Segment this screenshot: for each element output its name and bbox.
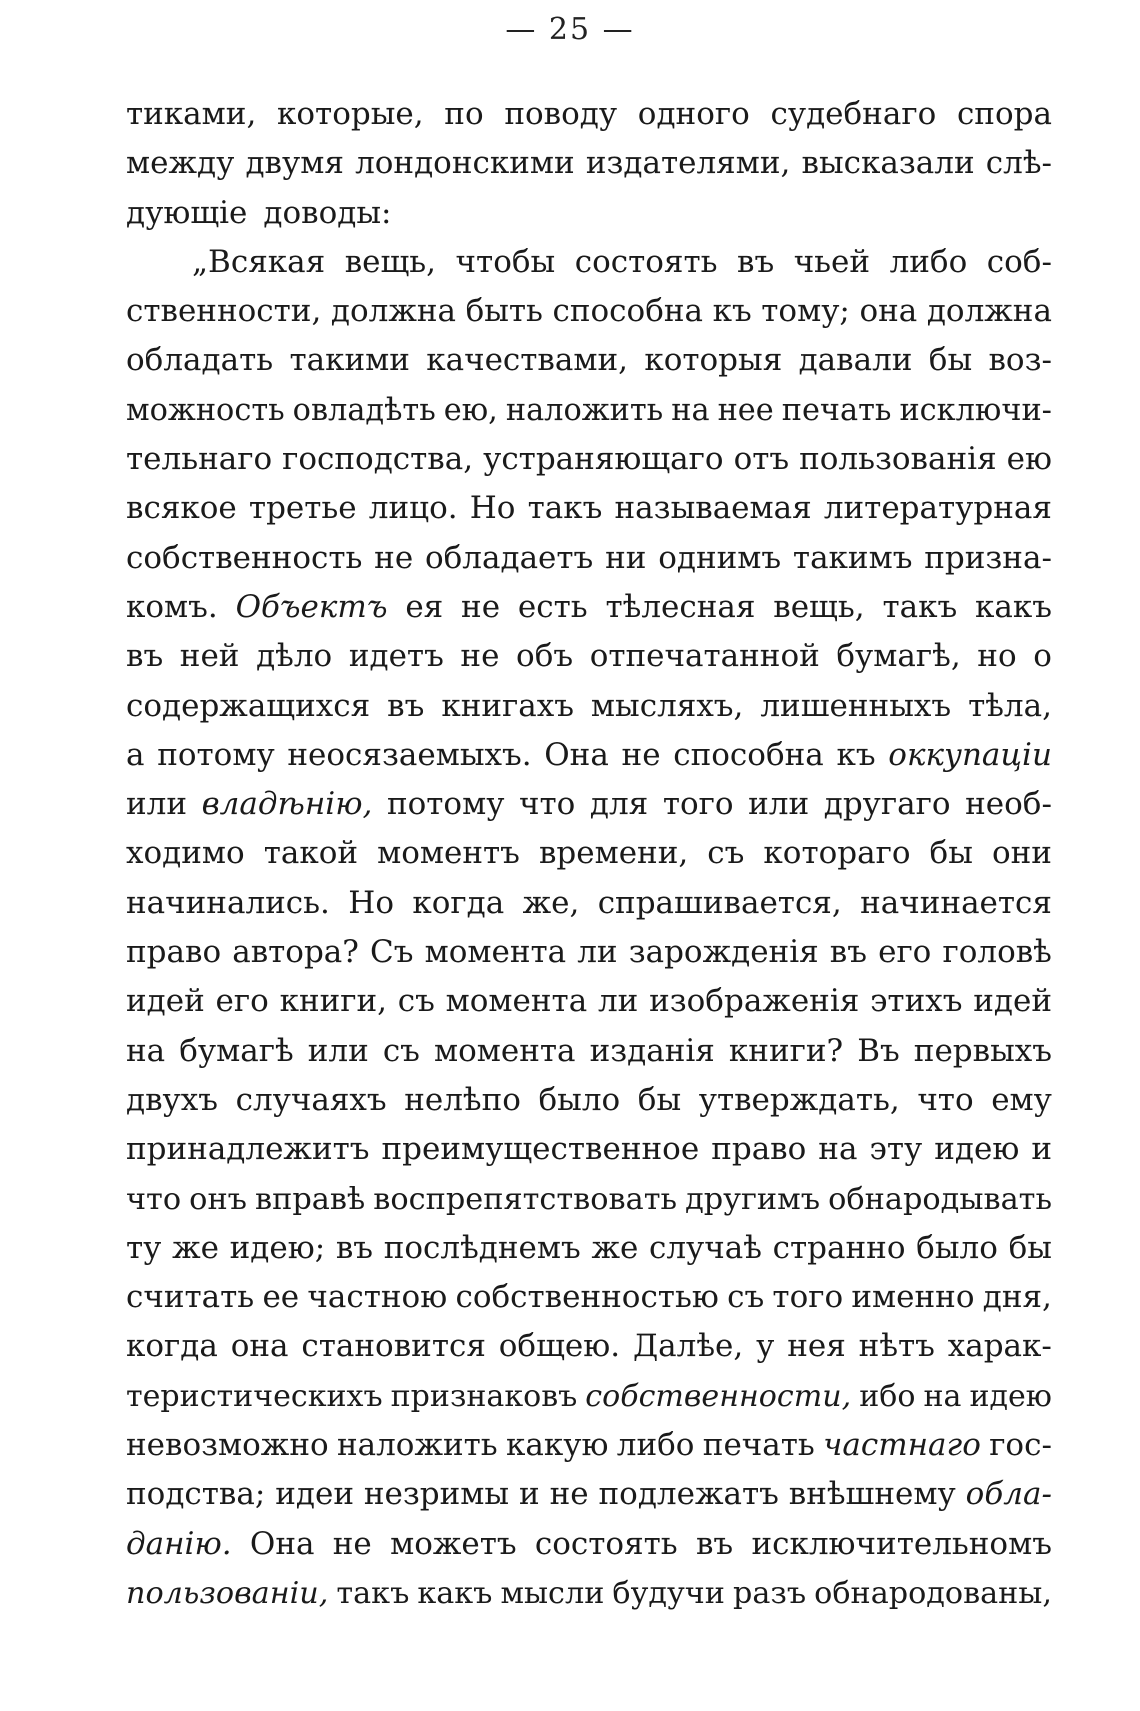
- word: послѣднемъ: [383, 1229, 581, 1266]
- word: Она: [249, 1525, 315, 1562]
- word: собственность: [126, 539, 363, 576]
- word: третье: [248, 490, 357, 527]
- word: этихъ: [870, 983, 963, 1020]
- word: объ: [516, 638, 574, 675]
- word: всякое: [126, 490, 237, 527]
- word: лондонскими: [355, 145, 575, 182]
- word: которыя: [644, 342, 783, 379]
- italic-word: владѣнію,: [201, 786, 373, 823]
- word: Далѣе,: [632, 1328, 744, 1365]
- word: гос-: [989, 1427, 1052, 1464]
- word: случаѣ: [649, 1229, 762, 1266]
- word: не: [332, 1525, 372, 1562]
- word: того: [662, 786, 734, 823]
- word: издателями,: [585, 145, 791, 182]
- word: можетъ: [390, 1525, 517, 1562]
- word: онъ: [189, 1181, 247, 1217]
- word: момента: [445, 983, 588, 1020]
- body-text: [126, 90, 1052, 1618]
- word: состоять: [534, 1525, 678, 1562]
- word: какъ: [417, 1575, 493, 1611]
- word: что: [519, 786, 576, 823]
- word: обнародованы,: [814, 1575, 1052, 1611]
- word: овладѣть: [292, 392, 436, 428]
- word: по: [444, 96, 484, 132]
- text-line: [126, 534, 1052, 583]
- word: она: [230, 1328, 289, 1365]
- word: съ: [727, 1279, 765, 1316]
- word: дня,: [982, 1279, 1052, 1316]
- word: они: [991, 835, 1052, 872]
- word: харак-: [947, 1328, 1052, 1365]
- word: собственностью: [455, 1279, 719, 1316]
- word: не: [461, 588, 501, 625]
- word: въ: [387, 687, 425, 724]
- word: момента: [424, 934, 567, 971]
- word: „Всякая: [192, 243, 326, 280]
- word: тѣлесная: [605, 588, 756, 625]
- word: такъ: [882, 588, 958, 625]
- word: на: [818, 1131, 858, 1168]
- word: отпечатанной: [589, 638, 820, 675]
- word: идеи: [275, 1476, 354, 1513]
- word: разъ: [732, 1575, 807, 1611]
- text-line: [126, 336, 1052, 385]
- word: на: [126, 1032, 166, 1069]
- word: считать: [126, 1279, 255, 1316]
- word: способна: [552, 293, 704, 330]
- word: не: [460, 638, 500, 675]
- word: либо: [889, 243, 968, 280]
- word: незримы: [363, 1476, 510, 1513]
- word: въ: [695, 1525, 734, 1562]
- word: въ: [829, 934, 867, 971]
- word: въ: [335, 1229, 374, 1266]
- word: нея: [787, 1328, 846, 1365]
- word: ею,: [443, 392, 498, 428]
- word: что: [917, 1081, 974, 1118]
- word: момента: [433, 1032, 576, 1069]
- word: дующіе: [126, 194, 248, 231]
- word: къ: [836, 736, 876, 773]
- word: другаго: [823, 786, 951, 823]
- word: котораго: [763, 835, 911, 872]
- word: зарожденія: [628, 934, 819, 971]
- word: доводы:: [263, 194, 392, 231]
- word: о: [1033, 638, 1052, 675]
- word: бы: [928, 342, 973, 379]
- word: Но: [348, 884, 394, 921]
- word: есть: [517, 588, 588, 625]
- word: ни: [605, 539, 647, 576]
- italic-word: данію.: [126, 1525, 232, 1562]
- word: Въ: [857, 1032, 900, 1069]
- word: другимъ: [685, 1181, 821, 1217]
- word: общею.: [498, 1328, 621, 1365]
- word: бумагѣ: [179, 1032, 294, 1069]
- text-line: [126, 583, 1052, 632]
- word: ибо: [859, 1378, 916, 1414]
- word: же: [172, 1229, 219, 1266]
- word: именно: [851, 1279, 975, 1316]
- word: неосязаемыхъ.: [287, 736, 532, 773]
- word: соб-: [986, 243, 1052, 280]
- word: ему: [991, 1081, 1052, 1118]
- word: мысляхъ,: [590, 687, 744, 724]
- word: такими: [289, 342, 410, 379]
- text-line: [126, 1076, 1052, 1125]
- word: на: [671, 392, 710, 428]
- word: необ-: [965, 786, 1052, 823]
- word: времени,: [538, 835, 689, 872]
- word: начинались.: [126, 884, 330, 921]
- text-line: [126, 1372, 1052, 1421]
- word: первыхъ: [913, 1032, 1052, 1069]
- text-line: [126, 287, 1052, 336]
- word: будучи: [612, 1575, 725, 1611]
- text-line: [126, 977, 1052, 1026]
- word: не: [549, 1476, 589, 1513]
- word: нѣтъ: [858, 1328, 935, 1365]
- word: поводу: [504, 96, 618, 132]
- word: такъ: [336, 1575, 410, 1611]
- text-line: [126, 731, 1052, 780]
- word: или: [126, 786, 188, 823]
- italic-word: Объектъ: [235, 588, 388, 625]
- word: исключительномъ: [751, 1525, 1052, 1562]
- word: принадлежитъ: [126, 1131, 370, 1168]
- word: обладаетъ: [424, 539, 594, 576]
- word: такимъ: [792, 539, 913, 576]
- word: книги,: [279, 983, 388, 1020]
- word: идею: [969, 1378, 1052, 1414]
- text-line: [126, 879, 1052, 928]
- word: мысли: [500, 1575, 605, 1611]
- word: съ: [382, 1032, 420, 1069]
- word: бы: [637, 1081, 682, 1118]
- word: было: [538, 1081, 621, 1118]
- word: спрашивается,: [597, 884, 842, 921]
- word: внѣшнему: [788, 1476, 956, 1513]
- word: состоять: [574, 243, 718, 280]
- word: одного: [637, 96, 750, 132]
- word: подства;: [126, 1476, 266, 1513]
- word: печать: [781, 392, 892, 428]
- word: либо: [616, 1427, 695, 1464]
- word: Но: [469, 490, 516, 527]
- word: съ: [397, 983, 435, 1020]
- word: тельнаго: [126, 441, 273, 478]
- word: потому: [157, 736, 275, 773]
- word: эту: [869, 1131, 923, 1168]
- word: призна-: [924, 539, 1052, 576]
- text-line: [126, 1125, 1052, 1174]
- word: у: [756, 1328, 775, 1365]
- word: должна: [926, 293, 1052, 330]
- word: господства,: [282, 441, 474, 478]
- word: головѣ: [942, 934, 1052, 971]
- word: потому: [386, 786, 505, 823]
- text-line: [126, 829, 1052, 878]
- italic-word: обла-: [965, 1476, 1052, 1513]
- word: къ: [712, 293, 752, 330]
- word: въ: [126, 638, 164, 675]
- text-line: [126, 928, 1052, 977]
- word: его: [215, 983, 269, 1020]
- word: чьей: [793, 243, 871, 280]
- text-line: [126, 1224, 1052, 1273]
- word: воз-: [988, 342, 1052, 379]
- word: давали: [798, 342, 913, 379]
- word: право: [126, 934, 222, 971]
- word: не: [621, 736, 661, 773]
- word: на: [923, 1378, 962, 1414]
- word: однимъ: [658, 539, 782, 576]
- word: частною: [307, 1279, 448, 1316]
- word: когда: [412, 884, 505, 921]
- word: его: [878, 934, 932, 971]
- word: или: [307, 1032, 369, 1069]
- word: въ: [737, 243, 775, 280]
- text-line: [126, 1470, 1052, 1519]
- word: было: [916, 1229, 998, 1266]
- word: двухъ: [126, 1081, 218, 1118]
- word: преимущественное: [381, 1131, 700, 1168]
- italic-word: пользованіи,: [126, 1575, 329, 1611]
- italic-word: частнаго: [823, 1427, 981, 1464]
- word: книгахъ: [441, 687, 574, 724]
- word: чтобы: [455, 243, 556, 280]
- text-line: [126, 189, 1052, 238]
- word: обладать: [126, 342, 274, 379]
- word: идей: [973, 983, 1052, 1020]
- word: отъ: [733, 441, 790, 478]
- word: ли: [597, 983, 639, 1020]
- word: странно: [772, 1229, 906, 1266]
- word: двумя: [245, 145, 344, 182]
- word: какъ: [975, 588, 1052, 625]
- word: наложить: [336, 1427, 498, 1464]
- word: лицо.: [368, 490, 458, 527]
- word: того: [772, 1279, 844, 1316]
- word: книги?: [728, 1032, 844, 1069]
- word: нее: [717, 392, 774, 428]
- text-line: [126, 1569, 1052, 1618]
- text-line: [126, 90, 1052, 139]
- text-line: [126, 682, 1052, 731]
- word: спора: [956, 96, 1052, 132]
- text-line: [126, 632, 1052, 681]
- word: тому;: [761, 293, 850, 330]
- word: какую: [506, 1427, 609, 1464]
- word: слѣ-: [985, 145, 1052, 182]
- word: съ: [707, 835, 745, 872]
- word: бы: [1008, 1229, 1052, 1266]
- word: способна: [673, 736, 824, 773]
- italic-word: собственности,: [585, 1378, 852, 1414]
- word: подлежатъ: [598, 1476, 779, 1513]
- word: и: [519, 1476, 540, 1513]
- word: пользованія: [799, 441, 997, 478]
- word: ею: [1006, 441, 1052, 478]
- word: нелѣпо: [404, 1081, 521, 1118]
- word: бумагѣ,: [836, 638, 961, 675]
- word: ли: [577, 934, 618, 971]
- text-line: [126, 780, 1052, 829]
- word: признаковъ: [390, 1378, 578, 1414]
- word: должна: [330, 293, 456, 330]
- word: тиками,: [126, 96, 257, 132]
- word: тѣла,: [968, 687, 1052, 724]
- word: обнародывать: [828, 1181, 1052, 1217]
- word: можность: [126, 392, 285, 428]
- word: такой: [263, 835, 359, 872]
- word: но: [977, 638, 1017, 675]
- word: быть: [465, 293, 543, 330]
- text-line: [126, 1322, 1052, 1371]
- word: Съ: [370, 934, 414, 971]
- word: судебнаго: [770, 96, 937, 132]
- text-line: [126, 1520, 1052, 1569]
- word: такъ: [527, 490, 603, 527]
- word: идей: [126, 983, 205, 1020]
- word: называемая: [614, 490, 812, 527]
- word: утверждать,: [698, 1081, 900, 1118]
- word: лишенныхъ: [760, 687, 952, 724]
- word: идею;: [229, 1229, 326, 1266]
- word: устраняющаго: [483, 441, 724, 478]
- word: вправѣ: [255, 1181, 366, 1217]
- word: ту: [126, 1229, 162, 1266]
- word: и: [1031, 1131, 1052, 1168]
- text-line: [126, 1273, 1052, 1322]
- word: ней: [179, 638, 240, 675]
- text-line: [126, 238, 1052, 287]
- word: а: [126, 736, 145, 773]
- word: теристическихъ: [126, 1378, 383, 1414]
- text-line: [126, 484, 1052, 533]
- word: для: [589, 786, 649, 823]
- word: или: [748, 786, 810, 823]
- word: Она: [544, 736, 609, 773]
- word: вещь,: [344, 243, 437, 280]
- text-line: [126, 1027, 1052, 1076]
- word: ственности,: [126, 293, 322, 330]
- word: воспрепятствовать: [373, 1181, 678, 1217]
- word: дѣло: [256, 638, 333, 675]
- italic-word: оккупаціи: [888, 736, 1052, 773]
- word: ее: [262, 1279, 300, 1316]
- word: становится: [301, 1328, 486, 1365]
- word: автора?: [232, 934, 359, 971]
- word: идею: [934, 1131, 1020, 1168]
- word: ея: [405, 588, 444, 625]
- word: начинается: [860, 884, 1052, 921]
- word: содержащихся: [126, 687, 371, 724]
- page-number: — 25 —: [505, 12, 635, 47]
- word: качествами,: [426, 342, 628, 379]
- word: же,: [522, 884, 580, 921]
- word: литературная: [823, 490, 1052, 527]
- text-line: [126, 1175, 1052, 1224]
- text-line: [126, 386, 1052, 435]
- word: не: [374, 539, 414, 576]
- word: же: [591, 1229, 639, 1266]
- word: случаяхъ: [235, 1081, 387, 1118]
- text-line: [126, 139, 1052, 188]
- word: идетъ: [348, 638, 444, 675]
- word: наложить: [505, 392, 664, 428]
- word: изображенія: [649, 983, 860, 1020]
- text-line: [126, 1421, 1052, 1470]
- word: когда: [126, 1328, 218, 1365]
- word: которые,: [277, 96, 424, 132]
- text-line: [126, 435, 1052, 484]
- word: вещь,: [773, 588, 865, 625]
- word: исключи-: [899, 392, 1052, 428]
- word: высказали: [801, 145, 975, 182]
- word: что: [126, 1181, 182, 1217]
- word: она: [859, 293, 918, 330]
- word: моментъ: [377, 835, 520, 872]
- word: печать: [702, 1427, 815, 1464]
- word: невозможно: [126, 1427, 329, 1464]
- word: комъ.: [126, 588, 218, 625]
- word: бы: [929, 835, 973, 872]
- word: ходимо: [126, 835, 245, 872]
- word: право: [711, 1131, 807, 1168]
- word: между: [126, 145, 235, 182]
- word: изданія: [589, 1032, 715, 1069]
